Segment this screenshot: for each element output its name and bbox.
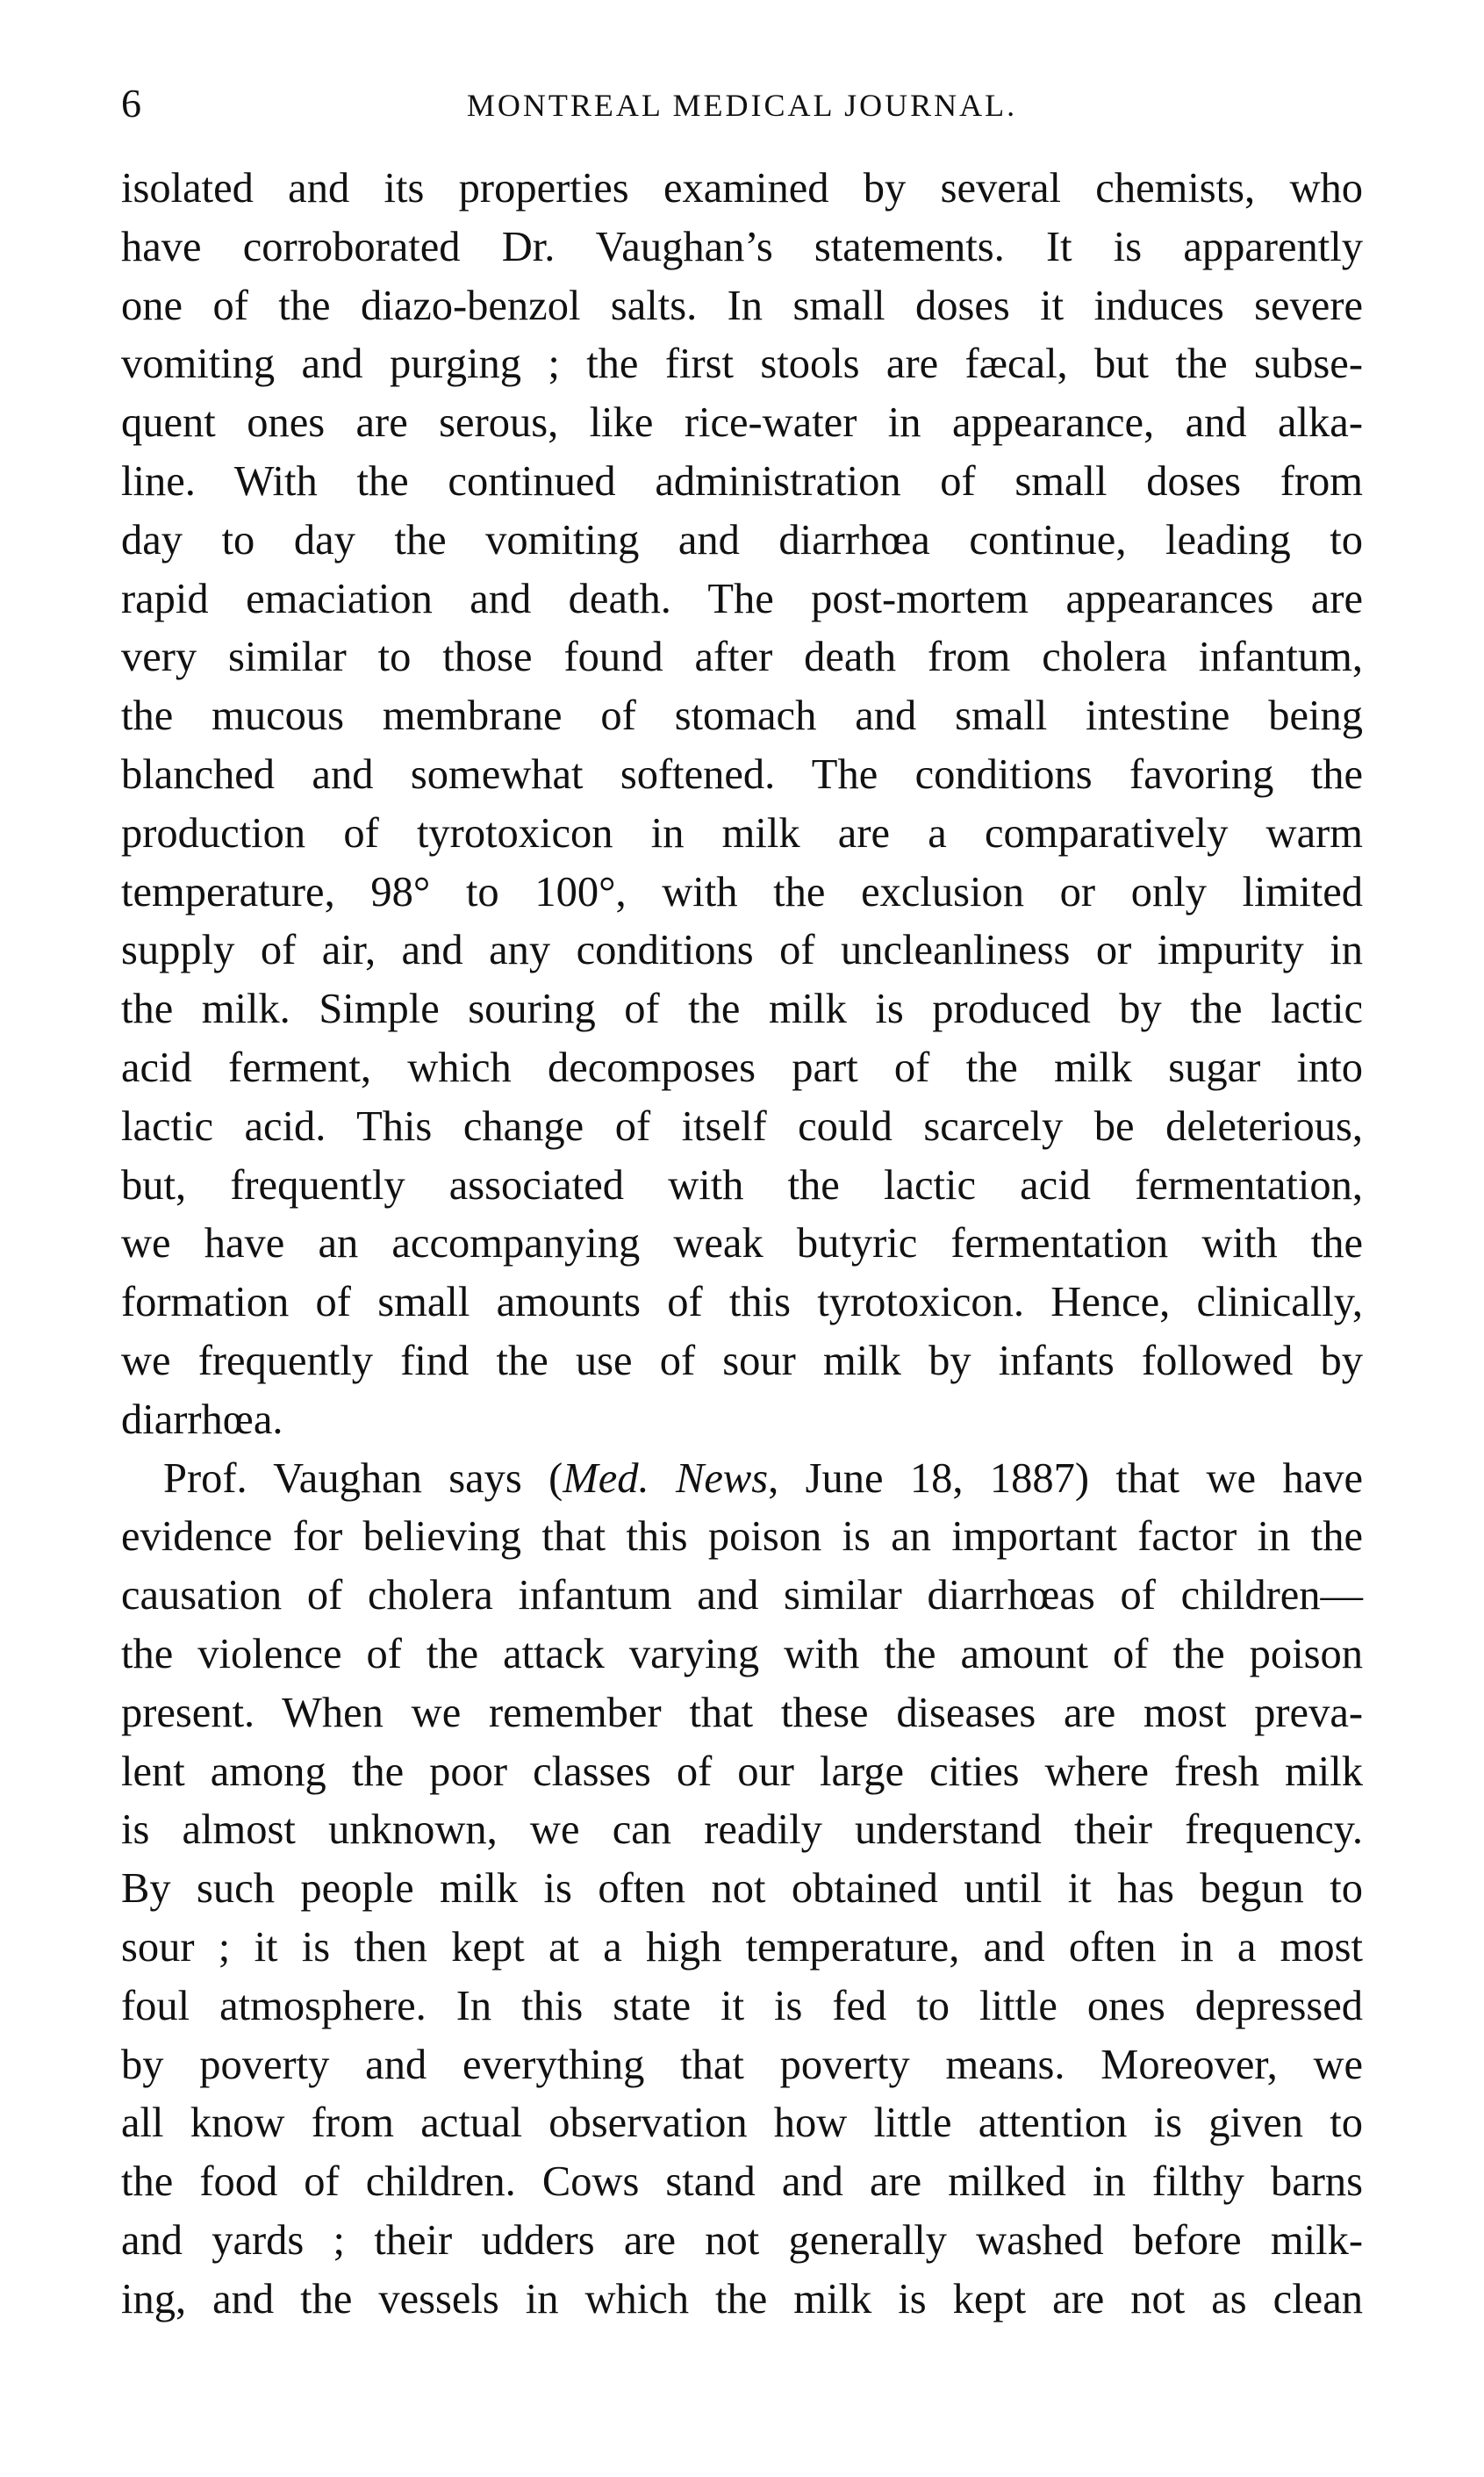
text-line: ing, and the vessels in which the milk is kept are not as clean: [121, 2275, 1363, 2323]
text-line: lent among the poor classes of our large cities where fresh milk: [121, 1748, 1363, 1795]
text-line: the food of children. Cows stand and are milked in filthy barns: [121, 2158, 1363, 2206]
paragraph-1: [121, 160, 1363, 1450]
text-line: temperature, 98° to 100°, with the exclusion or only limited: [121, 868, 1363, 915]
text-line: [121, 1450, 1363, 1509]
text-line: by poverty and everything that poverty means. Moreover, we: [121, 2041, 1363, 2088]
article-body: [121, 160, 1363, 2329]
journal-title: MONTREAL MEDICAL JOURNAL.: [466, 88, 1018, 123]
text-line: blanched and somewhat softened. The conditions favoring the: [121, 750, 1363, 798]
text-line: the milk. Simple souring of the milk is produced by the lactic: [121, 986, 1363, 1033]
text-line: production of tyrotoxicon in milk are a comparatively warm: [121, 809, 1363, 857]
text-line: rapid emaciation and death. The post-mortem appearances are: [121, 575, 1363, 622]
text-line: sour ; it is then kept at a high temperature, and often in a most: [121, 1923, 1363, 1971]
citation-title: Med. News: [563, 1454, 769, 1502]
text-line: acid ferment, which decomposes part of the milk sugar into: [121, 1044, 1363, 1091]
text-line: formation of small amounts of this tyrotoxicon. Hence, clinically,: [121, 1279, 1363, 1326]
text-run: , June 18, 1887) that we have: [768, 1454, 1364, 1502]
text-line: By such people milk is often not obtained until it has begun to: [121, 1865, 1363, 1913]
text-line: present. When we remember that these diseases are most preva-: [121, 1689, 1363, 1736]
text-line: supply of air, and any conditions of uncleanliness or impurity in: [121, 927, 1363, 974]
page-number: 6: [121, 81, 141, 126]
text-line: quent ones are serous, like rice-water in appearance, and alka-: [121, 399, 1363, 447]
text-line: diarrhœa.: [121, 1396, 283, 1443]
text-line: isolated and its properties examined by several chemists, who: [121, 165, 1363, 212]
text-line: evidence for believing that this poison is an important factor in the: [121, 1513, 1363, 1561]
text-line: but, frequently associated with the lactic acid fermentation,: [121, 1161, 1363, 1209]
text-line: one of the diazo-benzol salts. In small doses it induces severe: [121, 282, 1363, 329]
text-line: foul atmosphere. In this state it is fed to little ones depressed: [121, 1982, 1363, 2029]
text-line: we frequently find the use of sour milk by infants followed by: [121, 1337, 1363, 1384]
paragraph-2: [121, 1450, 1363, 2330]
text-line: the violence of the attack varying with the amount of the poison: [121, 1630, 1363, 1677]
running-head: [121, 77, 1363, 147]
text-line: have corroborated Dr. Vaughan’s statements. It is apparently: [121, 223, 1363, 270]
text-run: Prof. Vaughan says (: [163, 1454, 563, 1502]
text-line: the mucous membrane of stomach and small intestine being: [121, 693, 1363, 740]
text-line: we have an accompanying weak butyric fermentation with the: [121, 1220, 1363, 1267]
text-line: lactic acid. This change of itself could scarcely be deleterious,: [121, 1102, 1363, 1150]
text-line: and yards ; their udders are not generally washed before milk-: [121, 2216, 1363, 2264]
text-line: causation of cholera infantum and similar diarrhœas of children—: [121, 1572, 1363, 1619]
text-line: is almost unknown, we can readily understand their frequency.: [121, 1806, 1363, 1854]
text-line: all know from actual observation how little attention is given to: [121, 2100, 1363, 2147]
text-line: very similar to those found after death from cholera infantum,: [121, 634, 1363, 681]
text-line: line. With the continued administration of small doses from: [121, 457, 1363, 505]
text-line: day to day the vomiting and diarrhœa continue, leading to: [121, 516, 1363, 564]
text-line: vomiting and purging ; the first stools are fæcal, but the subse-: [121, 341, 1363, 388]
journal-page: [121, 77, 1363, 2329]
